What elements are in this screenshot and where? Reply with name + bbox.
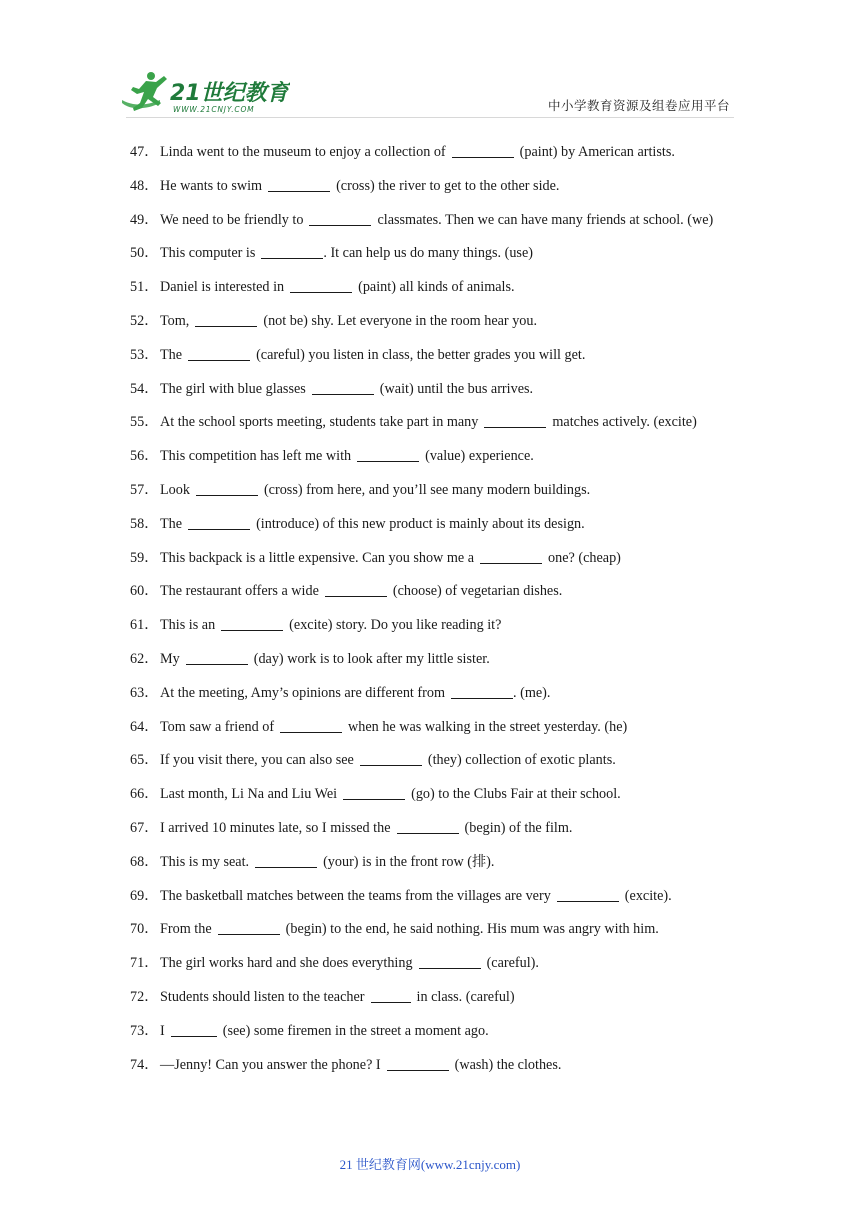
- question-item: [130, 643, 740, 677]
- question-number: 74．: [130, 1056, 159, 1073]
- answer-blank[interactable]: [312, 379, 374, 394]
- question-text-before: The girl with blue glasses: [160, 380, 306, 397]
- page-header: [0, 0, 860, 120]
- answer-blank[interactable]: [343, 785, 405, 800]
- question-item: [130, 406, 740, 440]
- question-text-after: (careful) you listen in class, the better grades you will get.: [256, 346, 586, 363]
- logo-url: WWW.21CNJY.COM: [173, 105, 255, 114]
- question-text-before: Tom saw a friend of: [160, 718, 275, 735]
- question-number: 71．: [130, 955, 159, 972]
- question-text-after: (day) work is to look after my little sister.: [253, 650, 490, 667]
- question-item: [130, 136, 740, 170]
- question-item: [130, 474, 740, 508]
- question-text-before: Tom,: [160, 312, 190, 329]
- question-text-before: From the: [160, 921, 212, 938]
- question-number: 69．: [130, 887, 159, 904]
- question-text-before: The girl works hard and she does everything: [160, 955, 413, 972]
- question-text-after: (cross) from here, and you’ll see many modern buildings.: [263, 481, 591, 498]
- question-number: 64．: [130, 718, 159, 735]
- question-number: 62．: [130, 650, 159, 667]
- question-text-after: (paint) by American artists.: [519, 144, 675, 160]
- question-text-after: one? (cheap): [548, 549, 621, 566]
- question-item: [130, 947, 740, 981]
- question-text-after: (value) experience.: [425, 448, 534, 465]
- question-number: 65．: [130, 752, 159, 769]
- question-text-after: (they) collection of exotic plants.: [427, 752, 616, 769]
- question-number: 58．: [130, 515, 159, 532]
- answer-blank[interactable]: [221, 616, 283, 631]
- question-item: [130, 744, 740, 778]
- question-text-after: (paint) all kinds of animals.: [358, 279, 515, 296]
- question-text-after: (careful).: [486, 955, 539, 972]
- question-number: 53．: [130, 346, 159, 363]
- question-text-before: Daniel is interested in: [160, 279, 285, 296]
- question-item: [130, 339, 740, 373]
- question-text-after: (wait) until the bus arrives.: [379, 380, 534, 397]
- question-number: 68．: [130, 853, 159, 870]
- question-number: 66．: [130, 786, 159, 803]
- question-text-after: (wash) the clothes.: [454, 1056, 562, 1073]
- answer-blank[interactable]: [195, 312, 257, 327]
- question-number: 61．: [130, 617, 159, 634]
- answer-blank[interactable]: [188, 346, 250, 361]
- question-number: 52．: [130, 312, 159, 329]
- question-item: [130, 575, 740, 609]
- question-text-before: This computer is: [160, 245, 256, 262]
- answer-blank[interactable]: [371, 988, 411, 1003]
- question-number: 60．: [130, 583, 159, 600]
- answer-blank[interactable]: [557, 886, 619, 901]
- question-item: [130, 846, 740, 880]
- question-text-after: (excite) story. Do you like reading it?: [289, 617, 502, 634]
- question-number: 54．: [130, 380, 159, 397]
- question-text-before: Linda went to the museum to enjoy a collection of: [160, 144, 446, 160]
- question-text-before: My: [160, 650, 180, 667]
- question-number: 56．: [130, 448, 159, 465]
- answer-blank[interactable]: [452, 143, 514, 158]
- question-text-before: —Jenny! Can you answer the phone? I: [160, 1056, 381, 1073]
- question-text-after: when he was walking in the street yesterday. (he): [348, 718, 628, 735]
- question-text-before: The restaurant offers a wide: [160, 583, 319, 600]
- answer-blank[interactable]: [484, 413, 546, 428]
- answer-blank[interactable]: [451, 684, 513, 699]
- question-text-before: This competition has left me with: [160, 448, 352, 465]
- question-text-before: At the meeting, Amy’s opinions are different from: [160, 684, 446, 701]
- answer-blank[interactable]: [290, 278, 352, 293]
- question-number: 47．: [130, 144, 159, 160]
- answer-blank[interactable]: [218, 920, 280, 935]
- question-item: [130, 440, 740, 474]
- question-item: [130, 711, 740, 745]
- question-item: [130, 778, 740, 812]
- answer-blank[interactable]: [480, 548, 542, 563]
- question-number: 50．: [130, 245, 159, 262]
- question-number: 72．: [130, 988, 159, 1005]
- question-text-before: If you visit there, you can also see: [160, 752, 354, 769]
- question-text-before: Look: [160, 481, 190, 498]
- answer-blank[interactable]: [261, 244, 323, 259]
- question-item: [130, 812, 740, 846]
- question-text-before: This is an: [160, 617, 216, 634]
- header-tagline: 中小学教育资源及组卷应用平台: [547, 98, 730, 113]
- question-number: 57．: [130, 481, 159, 498]
- question-item: [130, 237, 740, 271]
- question-number: 49．: [130, 211, 159, 228]
- answer-blank[interactable]: [387, 1055, 449, 1070]
- question-item: [130, 170, 740, 204]
- answer-blank[interactable]: [186, 650, 248, 665]
- question-text-before: The: [160, 515, 183, 532]
- answer-blank[interactable]: [255, 853, 317, 868]
- question-item: [130, 1049, 740, 1083]
- answer-blank[interactable]: [280, 717, 342, 732]
- logo-text: 21世纪教育: [170, 81, 289, 106]
- question-text-after: classmates. Then we can have many friends at school. (we): [377, 211, 714, 228]
- question-text-after: (see) some firemen in the street a moment ago.: [222, 1022, 489, 1039]
- question-item: [130, 677, 740, 711]
- question-text-after: (begin) to the end, he said nothing. His mum was angry with him.: [285, 921, 659, 938]
- answer-blank[interactable]: [325, 582, 387, 597]
- question-item: [130, 305, 740, 339]
- question-text-before: Last month, Li Na and Liu Wei: [160, 786, 338, 803]
- question-text-after: (begin) of the film.: [464, 819, 573, 836]
- question-text-after: (not be) shy. Let everyone in the room hear you.: [263, 312, 538, 329]
- question-text-after: (introduce) of this new product is mainly about its design.: [256, 515, 585, 532]
- question-item: [130, 609, 740, 643]
- question-number: 48．: [130, 177, 159, 194]
- answer-blank[interactable]: [419, 954, 481, 969]
- question-item: [130, 542, 740, 576]
- question-item: [130, 1015, 740, 1049]
- question-text-after: (go) to the Clubs Fair at their school.: [411, 786, 621, 803]
- answer-blank[interactable]: [309, 210, 371, 225]
- question-text-after: (excite).: [624, 887, 672, 904]
- question-text-before: The: [160, 346, 183, 363]
- question-number: 63．: [130, 684, 159, 701]
- question-number: 70．: [130, 921, 159, 938]
- question-text-after: . (me).: [513, 684, 551, 701]
- question-text-after: (choose) of vegetarian dishes.: [392, 583, 563, 600]
- question-text-before: I arrived 10 minutes late, so I missed the: [160, 819, 391, 836]
- question-list: [130, 136, 740, 1082]
- question-number: 55．: [130, 414, 159, 431]
- question-text-after: . It can help us do many things. (use): [323, 245, 533, 262]
- question-text-before: He wants to swim: [160, 177, 263, 194]
- question-number: 51．: [130, 279, 159, 296]
- question-text-before: This is my seat.: [160, 853, 250, 870]
- answer-blank[interactable]: [171, 1022, 217, 1037]
- question-item: [130, 204, 740, 238]
- question-text-after: in class. (careful): [416, 988, 515, 1005]
- question-number: 59．: [130, 549, 159, 566]
- question-text-before: At the school sports meeting, students take part in many: [160, 414, 479, 431]
- question-text-before: We need to be friendly to: [160, 211, 304, 228]
- question-text-before: The basketball matches between the teams from the villages are very: [160, 887, 551, 904]
- answer-blank[interactable]: [360, 751, 422, 766]
- question-text-after: matches actively. (excite): [552, 414, 697, 431]
- question-text-before: Students should listen to the teacher: [160, 988, 365, 1005]
- answer-blank[interactable]: [397, 819, 459, 834]
- question-number: 67．: [130, 819, 159, 836]
- question-item: [130, 508, 740, 542]
- question-item: [130, 271, 740, 305]
- question-number: 73．: [130, 1022, 159, 1039]
- answer-blank[interactable]: [196, 481, 258, 496]
- answer-blank[interactable]: [188, 515, 250, 530]
- question-item: [130, 913, 740, 947]
- question-text-after: (cross) the river to get to the other side.: [336, 177, 560, 194]
- header-divider: [126, 117, 734, 118]
- question-text-before: This backpack is a little expensive. Can you show me a: [160, 549, 475, 566]
- question-item: [130, 981, 740, 1015]
- answer-blank[interactable]: [357, 447, 419, 462]
- 21cnjy-logo: [120, 70, 290, 116]
- page-footer: 21 世纪教育网(www.21cnjy.com): [339, 1157, 521, 1172]
- answer-blank[interactable]: [268, 177, 330, 192]
- question-item: [130, 373, 740, 407]
- question-text-after: (your) is in the front row (排).: [323, 853, 495, 870]
- question-text-before: I: [160, 1022, 165, 1039]
- question-item: [130, 880, 740, 914]
